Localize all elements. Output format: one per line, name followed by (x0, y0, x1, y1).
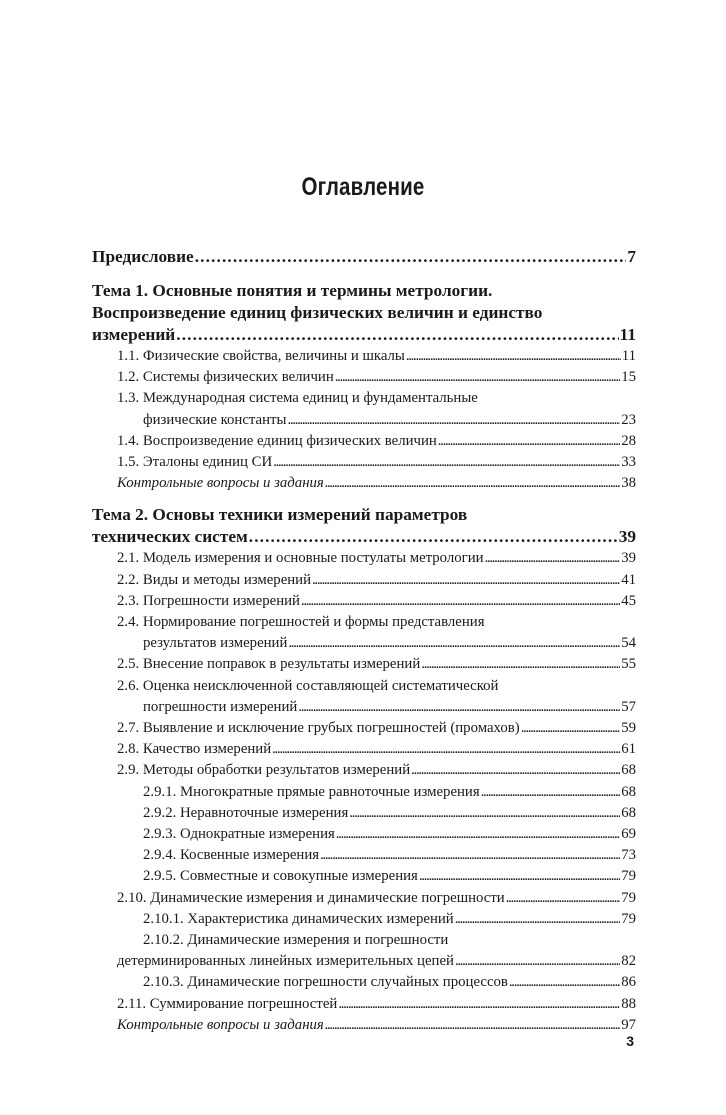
dot-leader (506, 888, 620, 909)
toc-entry-title: 2.6. Оценка неисключенной составляющей систематической (117, 677, 499, 694)
toc-entry-2-8[interactable] (117, 739, 636, 760)
toc-page-number: 82 (621, 953, 636, 970)
dot-leader (349, 803, 620, 824)
dot-leader (249, 526, 618, 548)
toc-entry-1-3[interactable] (92, 388, 636, 430)
toc-entry-title: 1.2. Системы физических величин (117, 369, 334, 386)
page-number: 3 (626, 1033, 634, 1049)
toc-entry-topic-2[interactable] (92, 504, 636, 548)
table-of-contents (92, 246, 636, 1036)
toc-page-number: 73 (621, 847, 636, 864)
toc-entry-title: физические константы (143, 411, 287, 428)
dot-leader (325, 473, 620, 494)
toc-entry-title: 2.4. Нормирование погрешностей и формы представления (117, 614, 485, 631)
toc-page-number: 59 (621, 720, 636, 737)
toc-entry-2-4[interactable] (92, 612, 636, 654)
dot-leader (509, 972, 620, 993)
toc-page-number: 28 (621, 432, 636, 449)
toc-entry-2-6[interactable] (92, 676, 636, 718)
toc-entry-title: Контрольные вопросы и задания (117, 1016, 324, 1033)
toc-page-number: 38 (621, 475, 636, 492)
toc-entry-title: 2.9.3. Однократные измерения (143, 826, 335, 843)
dot-leader (288, 633, 620, 654)
page-title: Оглавление (301, 173, 425, 201)
dot-leader (481, 782, 621, 803)
toc-page-number: 55 (621, 656, 636, 673)
toc-entry-2-3[interactable] (117, 591, 636, 612)
dot-leader (455, 909, 620, 930)
toc-page-number: 79 (621, 889, 636, 906)
toc-page-number: 68 (621, 783, 636, 800)
toc-entry-2-9-4[interactable] (143, 845, 636, 866)
dot-leader (438, 431, 620, 452)
toc-entry-title: 2.2. Виды и методы измерений (117, 571, 312, 588)
toc-entry-1-4[interactable] (117, 431, 636, 452)
toc-entry-title: 2.1. Модель измерения и основные постулаты метрологии (117, 550, 484, 567)
toc-entry-review-1[interactable] (117, 473, 636, 494)
dot-leader (336, 824, 620, 845)
dot-leader (320, 845, 620, 866)
toc-entry-title: 2.9. Методы обработки результатов измерений (117, 762, 411, 779)
toc-entry-2-10-3[interactable] (143, 972, 636, 993)
toc-entry-2-10-2[interactable] (92, 930, 636, 972)
toc-entry-2-9[interactable] (117, 760, 636, 781)
toc-entry-2-9-1[interactable] (143, 782, 636, 803)
toc-entry-2-9-5[interactable] (143, 866, 636, 887)
toc-page-number: 7 (627, 247, 636, 266)
toc-entry-title: 1.4. Воспроизведение единиц физических величин (117, 432, 437, 449)
toc-entry-review-2[interactable] (117, 1015, 636, 1036)
toc-entry-2-9-3[interactable] (143, 824, 636, 845)
toc-entry-title: результатов измерений (143, 635, 288, 652)
toc-entry-2-9-2[interactable] (143, 803, 636, 824)
toc-page-number: 79 (621, 868, 636, 885)
dot-leader (325, 1015, 620, 1036)
dot-leader (485, 548, 621, 569)
toc-page-number: 97 (621, 1016, 636, 1033)
toc-page-number: 39 (618, 527, 636, 547)
toc-entry-title: 2.9.2. Неравноточные измерения (143, 804, 349, 821)
dot-leader (272, 739, 620, 760)
toc-page-number: 45 (621, 592, 636, 609)
toc-entry-title: 2.10.1. Характеристика динамических измерений (143, 910, 454, 927)
dot-leader (273, 452, 620, 473)
toc-sublist-topic-1 (92, 346, 636, 494)
toc-entry-title: технических систем (92, 527, 248, 547)
toc-entry-title: Тема 2. Основы техники измерений параметров (92, 505, 468, 525)
dot-leader (195, 246, 627, 268)
dot-leader (455, 951, 620, 972)
toc-page-number: 15 (621, 369, 636, 386)
toc-page-number: 88 (621, 995, 636, 1012)
toc-entry-title: 2.9.1. Многократные прямые равноточные измерения (143, 783, 480, 800)
toc-page-number: 11 (619, 325, 636, 344)
toc-entry-title: 2.9.4. Косвенные измерения (143, 847, 320, 864)
toc-page-number: 41 (621, 571, 636, 588)
toc-page-number: 11 (621, 348, 636, 364)
toc-sublist-topic-2 (92, 548, 636, 1036)
dot-leader (411, 760, 620, 781)
dot-leader (298, 697, 620, 718)
toc-entry-title: 2.10.3. Динамические погрешности случайных процессов (143, 974, 508, 991)
toc-entry-2-1[interactable] (117, 548, 636, 569)
dot-leader (421, 654, 620, 675)
toc-entry-title: 2.9.5. Совместные и совокупные измерения (143, 868, 418, 885)
toc-entry-title: измерений (92, 325, 176, 344)
toc-entry-title: 1.5. Эталоны единиц СИ (117, 454, 273, 471)
toc-page-number: 69 (621, 826, 636, 843)
toc-entry-1-5[interactable] (117, 452, 636, 473)
dot-leader (521, 718, 621, 739)
toc-entry-title: Тема 1. Основные понятия и термины метрологии. (92, 281, 493, 300)
toc-entry-2-5[interactable] (117, 654, 636, 675)
toc-entry-title: 1.3. Международная система единиц и фундаментальные (117, 390, 478, 407)
toc-entry-title: Контрольные вопросы и задания (117, 475, 324, 492)
toc-entry-title: Воспроизведение единиц физических величин и единство (92, 303, 543, 322)
dot-leader (419, 866, 620, 887)
toc-entry-2-11[interactable] (117, 994, 636, 1015)
toc-page-number: 79 (621, 910, 636, 927)
toc-entry-2-10-1[interactable] (143, 909, 636, 930)
toc-entry-title: 2.3. Погрешности измерений (117, 592, 300, 609)
toc-entry-title: детерминированных линейных измерительных цепей (117, 953, 454, 970)
toc-page-number: 61 (621, 741, 636, 758)
toc-entry-2-7[interactable] (117, 718, 636, 739)
toc-page-number: 23 (621, 411, 636, 428)
toc-entry-title: 2.7. Выявление и исключение грубых погрешностей (промахов) (117, 720, 520, 737)
toc-page-number: 57 (621, 698, 636, 715)
toc-entry-title: Предисловие (92, 247, 194, 266)
toc-entry-topic-1[interactable] (92, 280, 636, 346)
toc-entry-title: 2.5. Внесение поправок в результаты измерений (117, 656, 421, 673)
toc-page-number: 33 (621, 454, 636, 471)
toc-page-number: 54 (621, 635, 636, 652)
dot-leader (312, 570, 620, 591)
dot-leader (176, 324, 618, 346)
toc-entry-1-1[interactable] (117, 346, 636, 367)
toc-entry-title: погрешности измерений (143, 698, 298, 715)
toc-entry-1-2[interactable] (117, 367, 636, 388)
toc-entry-2-10[interactable] (117, 888, 636, 909)
toc-page-number: 86 (621, 974, 636, 991)
toc-entry-title: 2.11. Суммирование погрешностей (117, 995, 338, 1012)
dot-leader (338, 994, 620, 1015)
dot-leader (301, 591, 620, 612)
toc-entry-preface[interactable] (92, 246, 636, 268)
dot-leader (406, 346, 621, 367)
toc-entry-title: 1.1. Физические свойства, величины и шкалы (117, 348, 405, 364)
toc-entry-title: 2.8. Качество измерений (117, 741, 272, 758)
toc-entry-2-2[interactable] (117, 570, 636, 591)
toc-entry-title: 2.10. Динамические измерения и динамические погрешности (117, 889, 505, 906)
toc-page-number: 68 (621, 804, 636, 821)
toc-page-number: 68 (621, 762, 636, 779)
dot-leader (287, 410, 620, 431)
toc-page-number: 39 (621, 550, 636, 567)
toc-entry-title: 2.10.2. Динамические измерения и погрешности (143, 932, 449, 949)
dot-leader (335, 367, 620, 388)
